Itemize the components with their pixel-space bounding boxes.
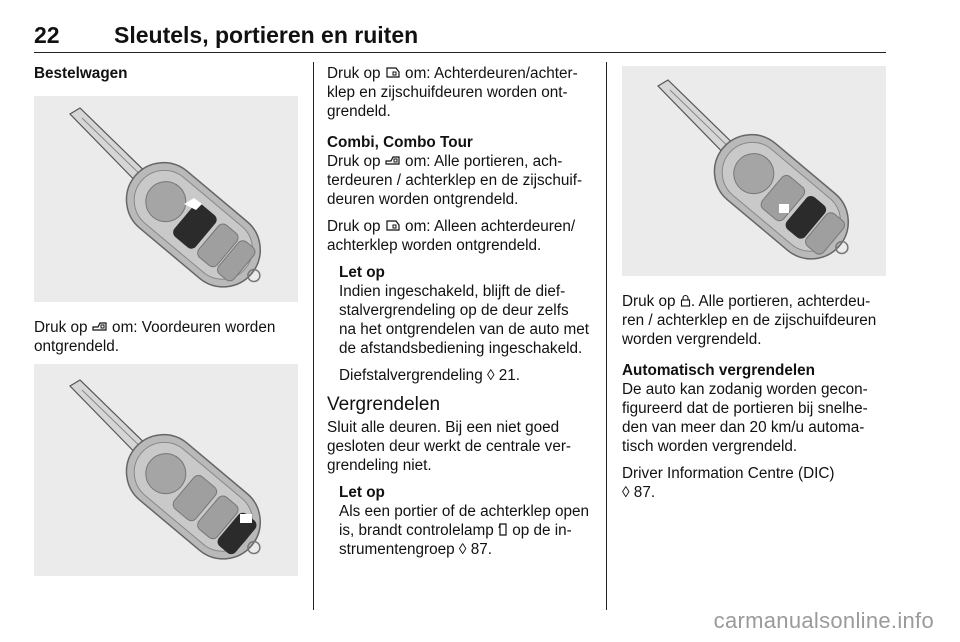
section-heading: Bestelwagen xyxy=(34,65,128,82)
column-divider xyxy=(313,62,314,610)
paragraph xyxy=(327,64,593,121)
text: tisch worden vergrendeld. xyxy=(622,438,798,455)
page-number: 22 xyxy=(34,22,60,48)
text: Driver Information Centre (DIC) xyxy=(622,465,835,482)
paragraph xyxy=(622,292,888,349)
note-heading: Let op xyxy=(339,264,385,281)
text: op de in- xyxy=(508,522,572,539)
key-illustration-lock xyxy=(622,66,886,276)
text: den van meer dan 20 km/u automa- xyxy=(622,419,865,436)
column-1 xyxy=(34,64,306,83)
unlock-all-doors-icon xyxy=(385,154,401,167)
note-block xyxy=(327,263,593,385)
sub-heading: Automatisch vergrendelen xyxy=(622,362,815,379)
text: terdeuren / achterklep en de zijschuif- xyxy=(327,172,583,189)
sub-heading: Combi, Combo Tour xyxy=(327,134,473,151)
column-1-text xyxy=(34,318,306,356)
text: om: Voordeuren worden xyxy=(107,319,276,336)
text: na het ontgrendelen van de auto met xyxy=(339,321,590,338)
unlock-front-doors-icon xyxy=(92,320,108,333)
paragraph xyxy=(327,217,593,255)
text: Indien ingeschakeld, blijft de dief- xyxy=(339,283,566,300)
text: deuren worden ontgrendeld. xyxy=(327,191,519,208)
text: om: Alle portieren, ach- xyxy=(400,153,563,170)
column-3 xyxy=(622,292,888,502)
text: klep en zijschuifdeuren worden ont- xyxy=(327,84,568,101)
lock-icon xyxy=(680,294,691,307)
text: ren / achterklep en de zijschuifdeuren xyxy=(622,312,877,329)
text: stalvergrendeling op de deur zelfs xyxy=(339,302,569,319)
text: grendeling niet. xyxy=(327,457,432,474)
text: is, brandt controlelamp xyxy=(339,522,498,539)
column-divider xyxy=(606,62,607,610)
text: Druk op xyxy=(34,319,92,336)
paragraph xyxy=(339,282,593,358)
paragraph xyxy=(339,502,593,559)
text: . Alle portieren, achterdeu- xyxy=(690,293,871,310)
unlock-rear-doors-icon xyxy=(385,66,401,79)
text: Druk op xyxy=(327,65,385,82)
text: figureerd dat de portieren bij snelhe- xyxy=(622,400,868,417)
paragraph xyxy=(327,418,593,475)
cross-reference: Diefstalvergrendeling ◊ 21. xyxy=(339,367,521,384)
text: ◊ 87. xyxy=(622,484,656,501)
text: achterklep worden ontgrendeld. xyxy=(327,237,542,254)
text: ontgrendeld. xyxy=(34,338,120,355)
text: worden vergrendeld. xyxy=(622,331,762,348)
text: grendeld. xyxy=(327,103,391,120)
paragraph xyxy=(622,380,888,456)
door-open-warning-icon xyxy=(498,523,508,536)
key-illustration-front-unlock xyxy=(34,96,298,302)
page-header xyxy=(34,18,886,53)
section-heading: Vergrendelen xyxy=(327,394,441,415)
paragraph xyxy=(327,152,593,209)
key-illustration-rear-unlock xyxy=(34,364,298,576)
text: Als een portier of de achterklep open xyxy=(339,503,590,520)
text: strumentengroep ◊ 87. xyxy=(339,541,492,558)
text: de afstandsbediening ingeschakeld. xyxy=(339,340,583,357)
text: Druk op xyxy=(327,218,385,235)
text: De auto kan zodanig worden gecon- xyxy=(622,381,868,398)
page-title: Sleutels, portieren en ruiten xyxy=(114,22,419,48)
text: Sluit alle deuren. Bij een niet goed xyxy=(327,419,560,436)
paragraph xyxy=(622,464,888,502)
unlock-rear-doors-icon xyxy=(385,219,401,232)
note-heading: Let op xyxy=(339,484,385,501)
text: om: Alleen achterdeuren/ xyxy=(400,218,576,235)
text: gesloten deur werkt de centrale ver- xyxy=(327,438,572,455)
text: Druk op xyxy=(327,153,385,170)
note-block xyxy=(327,483,593,559)
watermark: carmanualsonline.info xyxy=(713,608,934,633)
text: om: Achterdeuren/achter- xyxy=(400,65,578,82)
column-2 xyxy=(327,64,593,559)
text: Druk op xyxy=(622,293,680,310)
paragraph xyxy=(34,318,306,356)
